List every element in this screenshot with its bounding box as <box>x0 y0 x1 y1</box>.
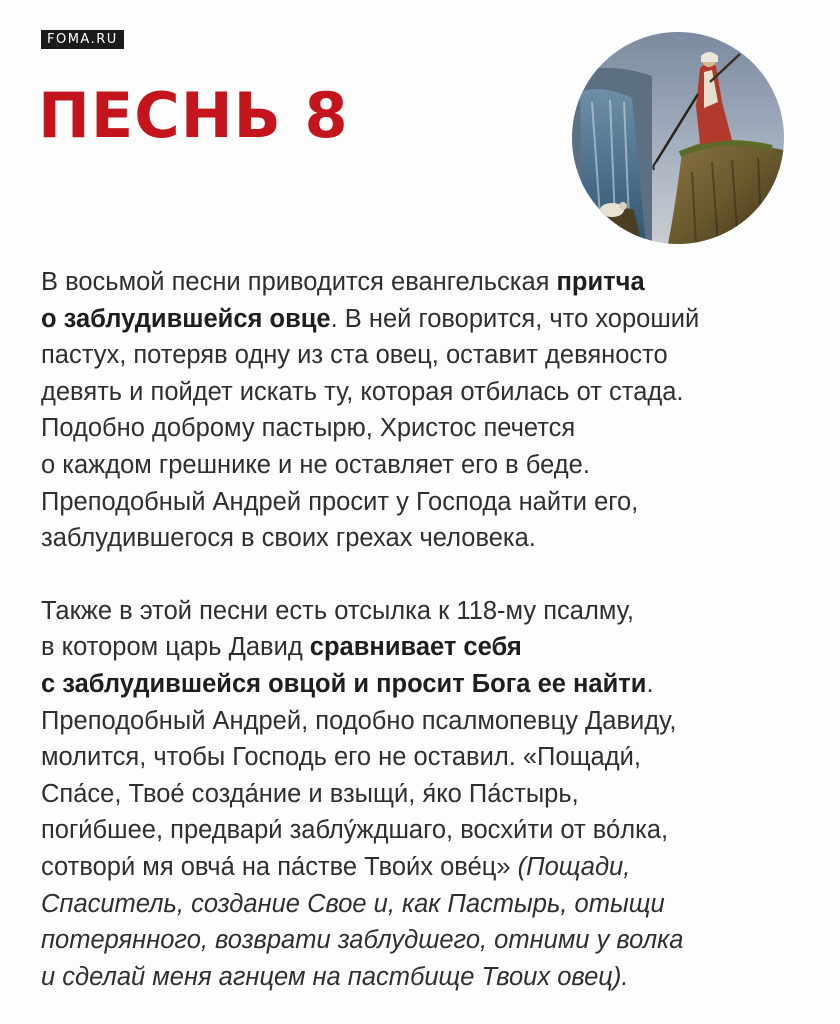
text-line: Преподобный Андрей просит у Господа найти его, <box>41 487 639 516</box>
text-line: В восьмой песни приводится евангельская притча <box>41 268 645 296</box>
translation-text: и сделай меня агнцем на пастбище Твоих овец). <box>41 962 629 991</box>
translation-text: Спаситель, создание Свое и, как Пастырь, отыщи <box>41 889 665 918</box>
emphasis-text: притча <box>556 268 645 296</box>
text-line: молится, чтобы Господь его не оставил. «Пощади́, <box>41 743 641 772</box>
text-line: о каждом грешнике и не оставляет его в беде. <box>41 450 590 479</box>
text-line: Подобно доброму пастырю, Христос печется <box>41 414 576 443</box>
body-text <box>41 264 821 995</box>
text-line: Также в этой песни есть отсылка к 118-му псалму, <box>41 596 634 625</box>
site-logo[interactable]: FOMA.RU <box>41 30 124 49</box>
emphasis-text: о заблудившейся овце <box>41 304 331 333</box>
emphasis-text: сравнивает себя <box>309 633 522 662</box>
text-line: Спа́се, Твое́ созда́ние и взыщи́, я́ко Па́стырь, <box>41 779 579 808</box>
text-line: в котором царь Давид сравнивает себя <box>41 633 522 662</box>
text-line: сотвори́ мя овча́ на па́стве Твои́х ове́ц» (Пощади, <box>41 852 631 881</box>
text-line: о заблудившейся овце. В ней говорится, что хороший <box>41 304 700 333</box>
text-line: девять и пойдет искать ту, которая отбилась от стада. <box>41 377 684 406</box>
text-line: с заблудившейся овцой и просит Бога ее найти. <box>41 669 654 698</box>
text-line: пастух, потеряв одну из ста овец, оставит девяносто <box>41 341 668 370</box>
paragraph-psalm <box>41 593 821 996</box>
paragraph-parable <box>41 264 821 557</box>
translation-text: потерянного, возврати заблудшего, отними у волка <box>41 926 684 955</box>
text-line: заблудившегося в своих грехах человека. <box>41 524 536 553</box>
page-title: ПЕСНЬ 8 <box>38 79 349 152</box>
emphasis-text: с заблудившейся овцой и просит Бога ее найти <box>41 669 647 698</box>
shepherd-cliff-illustration <box>572 32 784 244</box>
text-line: Преподобный Андрей, подобно псалмопевцу Давиду, <box>41 706 677 735</box>
translation-text: (Пощади, <box>517 852 631 881</box>
text-line: поги́бшее, предвари́ заблу́ждшаго, восхи́ти от во́лка, <box>41 816 669 845</box>
